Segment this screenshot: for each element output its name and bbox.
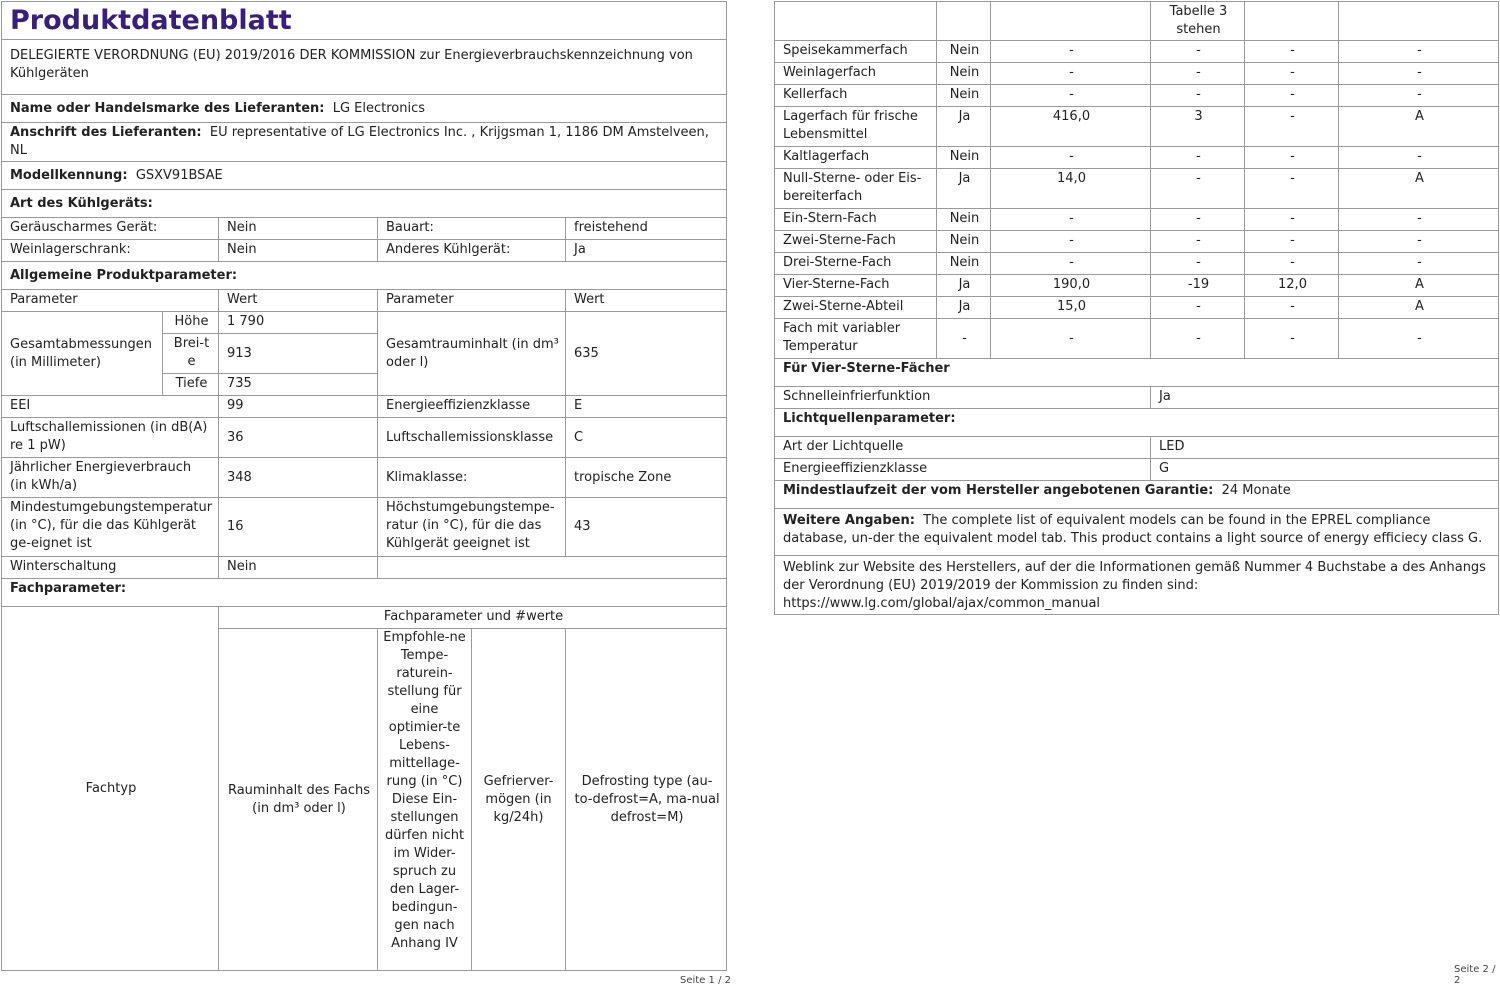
param-label: Klimaklasse: <box>378 458 566 498</box>
param-label: Luftschallemissionen (in dB(A) re 1 pW) <box>2 418 219 458</box>
compartment-volume: - <box>991 231 1151 253</box>
compartment-present: Ja <box>937 297 991 319</box>
compartment-defrost: - <box>1339 209 1499 231</box>
type-label: Weinlagerschrank: <box>2 240 219 262</box>
compartment-defrost: A <box>1339 169 1499 209</box>
supplier-row <box>2 95 727 123</box>
temperature-column-header: Empfohle-ne Tempe-raturein-stellung für eine optimier-te Lebens-mittellage-rung (in °C) Diese Ein-stellungen dürfen nicht im Wider-spruch zu den Lager-bedingun-gen nach Anhang IV <box>378 629 472 971</box>
param-value: 36 <box>219 418 378 458</box>
compartment-temp: -19 <box>1151 275 1245 297</box>
param-row <box>2 498 727 557</box>
column-header: Wert <box>219 290 378 312</box>
compartment-freeze: - <box>1245 297 1339 319</box>
param-label: Energieeffizienzklasse <box>378 396 566 418</box>
compartment-defrost: A <box>1339 275 1499 297</box>
compartment-freeze: - <box>1245 209 1339 231</box>
dim-label: Brei-te <box>163 334 219 374</box>
compartment-defrost: A <box>1339 297 1499 319</box>
param-value: 99 <box>219 396 378 418</box>
compartment-volume: 14,0 <box>991 169 1151 209</box>
compartment-present: Ja <box>937 107 991 147</box>
product-datasheet-table-page-1 <box>1 1 727 971</box>
weblink-url[interactable]: https://www.lg.com/global/ajax/common_manual <box>783 596 1101 611</box>
param-value: 43 <box>566 498 727 557</box>
compartment-freeze: - <box>1245 63 1339 85</box>
compartment-name: Ein-Stern-Fach <box>775 209 937 231</box>
compartment-defrost: - <box>1339 231 1499 253</box>
compartment-row <box>775 231 1499 253</box>
compartment-row <box>775 209 1499 231</box>
model-label: Modellkennung: <box>10 167 128 183</box>
light-class-label: Energieeffizienzklasse <box>775 459 1151 481</box>
compartment-row <box>775 147 1499 169</box>
winter-row <box>2 557 727 579</box>
general-heading: Allgemeine Produktparameter: <box>2 262 727 290</box>
compartment-volume: - <box>991 319 1151 359</box>
param-label: Höchstumgebungstempe-ratur (in °C), für die das Kühlgerät geeignet ist <box>378 498 566 557</box>
compartment-row <box>775 41 1499 63</box>
param-row <box>2 396 727 418</box>
compartment-temp: - <box>1151 253 1245 275</box>
type-label: Geräuscharmes Gerät: <box>2 218 219 240</box>
weblink-text: Weblink zur Website des Herstellers, auf der die Informationen gemäß Nummer 4 Buchstabe a des Anhangs der Verordnung (EU) 2019/2019 der Kommission zu finden sind: <box>783 560 1486 593</box>
compartment-defrost: - <box>1339 85 1499 107</box>
type-value: Nein <box>219 218 378 240</box>
compartment-heading: Fachparameter: <box>2 579 727 607</box>
compartment-freeze: - <box>1245 41 1339 63</box>
compartment-row <box>775 297 1499 319</box>
compartment-temp: - <box>1151 231 1245 253</box>
param-value: C <box>566 418 727 458</box>
compartment-temp: - <box>1151 41 1245 63</box>
type-row <box>2 240 727 262</box>
compartment-freeze: - <box>1245 231 1339 253</box>
type-label: Bauart: <box>378 218 566 240</box>
dim-value: 735 <box>219 374 378 396</box>
compartment-temp: - <box>1151 319 1245 359</box>
compartment-defrost: - <box>1339 319 1499 359</box>
compartment-temp: - <box>1151 169 1245 209</box>
empty-cell <box>937 2 991 41</box>
compartment-name: Zwei-Sterne-Abteil <box>775 297 937 319</box>
address-label: Anschrift des Lieferanten: <box>10 125 202 140</box>
dim-value: 1 790 <box>219 312 378 334</box>
compartment-row <box>775 275 1499 297</box>
dimensions-label: Gesamtabmessungen (in Millimeter) <box>2 312 163 396</box>
compartment-name: Zwei-Sterne-Fach <box>775 231 937 253</box>
warranty-label: Mindestlaufzeit der vom Hersteller angebotenen Garantie: <box>783 483 1214 498</box>
dim-label: Höhe <box>163 312 219 334</box>
type-heading: Art des Kühlgeräts: <box>2 190 727 218</box>
compartment-name: Fach mit variabler Temperatur <box>775 319 937 359</box>
compartment-volume: - <box>991 147 1151 169</box>
winter-value: Nein <box>219 557 378 579</box>
param-label: EEI <box>2 396 219 418</box>
volume-column-header: Rauminhalt des Fachs (in dm³ oder l) <box>219 629 378 971</box>
compartment-row <box>775 107 1499 147</box>
empty-cell <box>1339 2 1499 41</box>
compartment-volume: - <box>991 41 1151 63</box>
empty-cell <box>991 2 1151 41</box>
compartment-present: Nein <box>937 63 991 85</box>
compartment-volume: - <box>991 209 1151 231</box>
compartment-temp: - <box>1151 63 1245 85</box>
compartment-present: - <box>937 319 991 359</box>
empty-cell <box>1245 2 1339 41</box>
type-value: Ja <box>566 240 727 262</box>
supplier-value: LG Electronics <box>332 100 426 116</box>
type-label: Anderes Kühlgerät: <box>378 240 566 262</box>
page-title: Produktdatenblatt <box>2 2 727 40</box>
warranty-value: 24 Monate <box>1221 483 1291 498</box>
compartment-freeze: - <box>1245 319 1339 359</box>
compartment-volume: 190,0 <box>991 275 1151 297</box>
fast-freeze-row <box>775 387 1499 409</box>
light-heading: Lichtquellenparameter: <box>775 409 1499 437</box>
empty-cell <box>775 2 937 41</box>
compartment-row <box>775 85 1499 107</box>
type-value: freistehend <box>566 218 727 240</box>
light-type-value: LED <box>1151 437 1499 459</box>
compartment-name: Speisekammerfach <box>775 41 937 63</box>
compartment-defrost: - <box>1339 63 1499 85</box>
regulation-text: DELEGIERTE VERORDNUNG (EU) 2019/2016 DER KOMMISSION zur Energieverbrauchskennzeichnung von Kühlgeräten <box>2 40 727 95</box>
address-row <box>2 123 727 162</box>
compartment-freeze: - <box>1245 107 1339 147</box>
param-value: tropische Zone <box>566 458 727 498</box>
compartment-present: Nein <box>937 253 991 275</box>
compartment-temp: - <box>1151 147 1245 169</box>
param-label: Luftschallemissionsklasse <box>378 418 566 458</box>
compartment-name: Drei-Sterne-Fach <box>775 253 937 275</box>
column-header: Parameter <box>378 290 566 312</box>
compartment-name: Kellerfach <box>775 85 937 107</box>
dim-label: Tiefe <box>163 374 219 396</box>
defrost-column-header: Defrosting type (au-to-defrost=A, ma-nual defrost=M) <box>566 629 727 971</box>
compartment-present: Ja <box>937 275 991 297</box>
light-type-row <box>775 437 1499 459</box>
compartment-present: Nein <box>937 231 991 253</box>
weblink-row <box>775 556 1499 615</box>
light-class-value: G <box>1151 459 1499 481</box>
param-row <box>2 418 727 458</box>
light-type-label: Art der Lichtquelle <box>775 437 1151 459</box>
column-header: Wert <box>566 290 727 312</box>
type-value: Nein <box>219 240 378 262</box>
compartment-present: Nein <box>937 85 991 107</box>
further-info-row <box>775 509 1499 556</box>
empty-cell <box>378 557 727 579</box>
param-header-row <box>2 290 727 312</box>
page-footer: Seite 2 / 2 <box>1454 964 1496 986</box>
compartment-defrost: - <box>1339 147 1499 169</box>
column-header: Parameter <box>2 290 219 312</box>
fast-freeze-value: Ja <box>1151 387 1499 409</box>
compartment-volume: - <box>991 85 1151 107</box>
compartment-name: Vier-Sterne-Fach <box>775 275 937 297</box>
four-star-heading: Für Vier-Sterne-Fächer <box>775 359 1499 387</box>
light-class-row <box>775 459 1499 481</box>
compartment-temp: - <box>1151 297 1245 319</box>
param-row <box>2 458 727 498</box>
freezing-capacity-column-header: Gefrierver-mögen (in kg/24h) <box>472 629 566 971</box>
volume-label: Gesamtrauminhalt (in dm³ oder l) <box>378 312 566 396</box>
volume-value: 635 <box>566 312 727 396</box>
fast-freeze-label: Schnelleinfrierfunktion <box>775 387 1151 409</box>
compartment-row <box>775 63 1499 85</box>
compartment-volume: 15,0 <box>991 297 1151 319</box>
compartment-freeze: - <box>1245 147 1339 169</box>
compartment-name: Kaltlagerfach <box>775 147 937 169</box>
compartment-defrost: - <box>1339 253 1499 275</box>
product-datasheet-table-page-2 <box>774 1 1499 615</box>
dim-value: 913 <box>219 334 378 374</box>
compartment-name: Weinlagerfach <box>775 63 937 85</box>
warranty-row <box>775 481 1499 509</box>
param-label: Jährlicher Energieverbrauch (in kWh/a) <box>2 458 219 498</box>
compartment-row <box>775 319 1499 359</box>
page-2 <box>774 0 1500 986</box>
compartment-temp: - <box>1151 209 1245 231</box>
supplier-label: Name oder Handelsmarke des Lieferanten: <box>10 100 325 116</box>
compartment-volume: 416,0 <box>991 107 1151 147</box>
compartment-name: Null-Sterne- oder Eis-bereiterfach <box>775 169 937 209</box>
compartment-row <box>775 253 1499 275</box>
compartment-freeze: 12,0 <box>1245 275 1339 297</box>
model-value: GSXV91BSAE <box>135 167 223 183</box>
compartment-freeze: - <box>1245 169 1339 209</box>
type-row <box>2 218 727 240</box>
param-value: 348 <box>219 458 378 498</box>
further-info-label: Weitere Angaben: <box>783 513 915 528</box>
compartment-defrost: - <box>1339 41 1499 63</box>
table-note: Tabelle 3 stehen <box>1151 2 1245 41</box>
compartment-volume: - <box>991 63 1151 85</box>
compartment-volume: - <box>991 253 1151 275</box>
compartment-present: Ja <box>937 169 991 209</box>
winter-label: Winterschaltung <box>2 557 219 579</box>
compartment-present: Nein <box>937 147 991 169</box>
fachtyp-header: Fachtyp <box>2 607 219 971</box>
fachparameter-header: Fachparameter und #werte <box>219 607 727 629</box>
model-row <box>2 162 727 190</box>
page-footer: Seite 1 / 2 <box>680 975 731 986</box>
address-value: EU representative of LG Electronics Inc. , Krijgsman 1, 1186 DM Amstelveen, NL <box>10 125 709 158</box>
compartment-present: Nein <box>937 41 991 63</box>
further-info-value: The complete list of equivalent models can be found in the EPREL compliance database, un-der the equivalent model tab. This product contains a light source of energy efficiecy class G. <box>783 513 1483 546</box>
compartment-name: Lagerfach für frische Lebensmittel <box>775 107 937 147</box>
param-label: Mindestumgebungstemperatur (in °C), für die das Kühlgerät ge-eignet ist <box>2 498 219 557</box>
compartment-defrost: A <box>1339 107 1499 147</box>
compartment-temp: 3 <box>1151 107 1245 147</box>
compartment-freeze: - <box>1245 253 1339 275</box>
compartment-present: Nein <box>937 209 991 231</box>
compartment-temp: - <box>1151 85 1245 107</box>
compartment-freeze: - <box>1245 85 1339 107</box>
compartment-row <box>775 169 1499 209</box>
param-value: E <box>566 396 727 418</box>
compartment-rows <box>775 41 1499 359</box>
param-value: 16 <box>219 498 378 557</box>
